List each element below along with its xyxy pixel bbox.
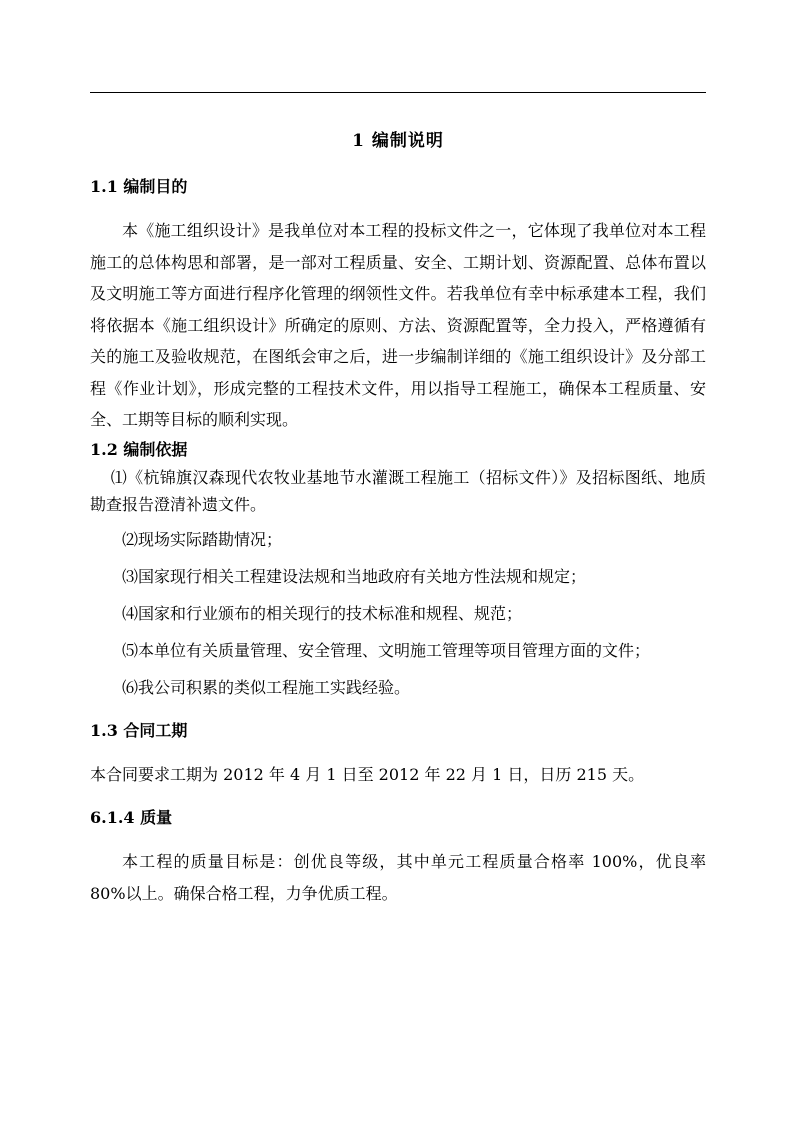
section-heading-1-2: 1.2 编制依据 — [90, 439, 188, 459]
basis-item-5: ⑸本单位有关质量管理、安全管理、文明施工管理等项目管理方面的文件； — [122, 640, 651, 660]
section-heading-1-1: 1.1 编制目的 — [90, 177, 188, 196]
section-body-1-1: 本《施工组织设计》是我单位对本工程的投标文件之一，它体现了我单位对本工程施工的总体构思和部署，是一部对工程质量、安全、工期计划、资源配置、总体布置以及文明施工等方面进行程序化管理的纲领性文件。若我单位有幸中标承建本工程，我们将依据本《施工组织设计》所确定的原则、方法、资源配置等，全力投入，严格遵循有关的施工及验收规范，在图纸会审之后，进一步编制详细的《施工组织设计》及分部工程《作业计划》，形成完整的工程技术文件，用以指导工程施工，确保本工程质量、安全、工期等目标的顺利实现。 — [90, 221, 706, 429]
basis-item-1: ⑴《杭锦旗汉森现代农牧业基地节水灌溉工程施工（招标文件）》及招标图纸、地质勘查报告澄清补遗文件。 — [90, 467, 706, 514]
basis-item-3: ⑶国家现行相关工程建设法规和当地政府有关地方性法规和规定； — [122, 566, 587, 586]
basis-item-2: ⑵现场实际踏勘情况； — [122, 529, 283, 549]
section-body-6-1-4: 本工程的质量目标是：创优良等级，其中单元工程质量合格率 100%，优良率 80%以上。确保合格工程，力争优质工程。 — [90, 852, 706, 903]
basis-item-4: ⑷国家和行业颁布的相关现行的技术标准和规程、规范； — [122, 603, 523, 623]
section-heading-6-1-4: 6.1.4 质量 — [90, 808, 173, 827]
document-page — [90, 126, 706, 909]
section-heading-1-3: 1.3 合同工期 — [90, 720, 188, 740]
header-rule — [90, 92, 706, 93]
section-body-1-3: 本合同要求工期为 2012 年 4 月 1 日至 2012 年 22 月 1 日，日历 215 天。 — [90, 764, 645, 784]
basis-item-6: ⑹我公司积累的类似工程施工实践经验。 — [122, 677, 411, 697]
chapter-title: 1 编制说明 — [352, 131, 444, 151]
